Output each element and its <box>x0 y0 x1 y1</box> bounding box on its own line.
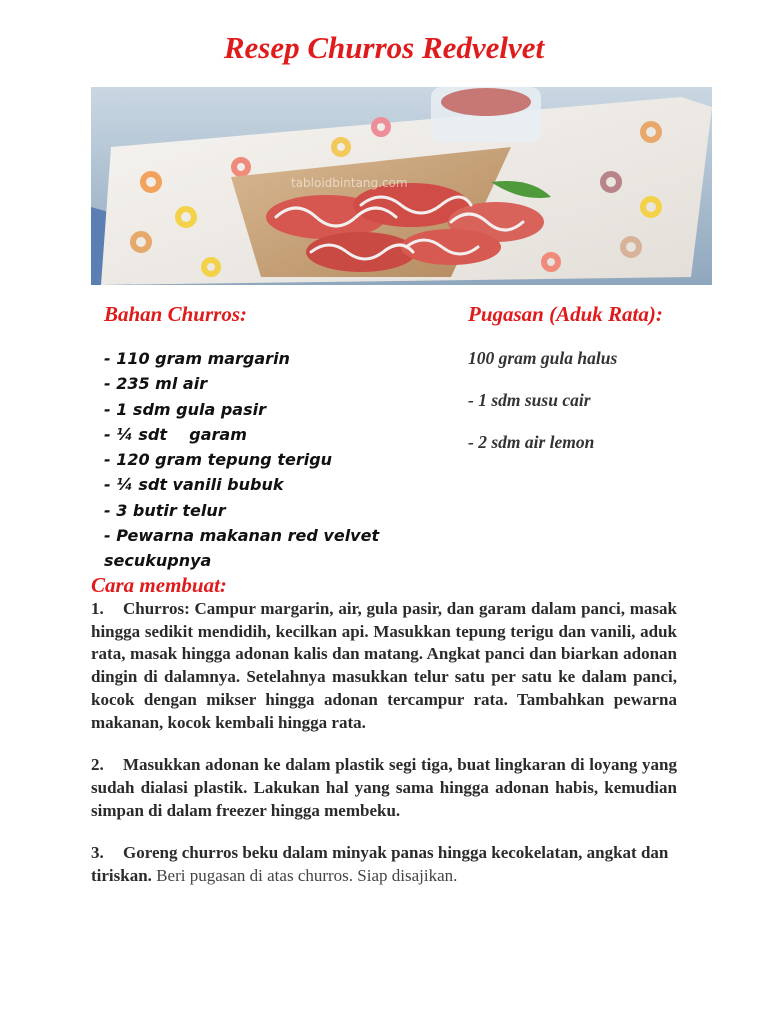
bahan-heading: Bahan Churros: <box>104 302 247 326</box>
churros-illustration <box>91 87 712 285</box>
watermark-text: tabloidbintang.com <box>291 176 408 190</box>
bahan-item: - ¼ sdt garam <box>104 424 247 444</box>
step-text: Goreng churros beku dalam minyak panas hingga kecokelatan, angkat dan tiriskan. <box>91 843 669 886</box>
pugasan-list <box>468 346 728 472</box>
bahan-item: - 235 ml air <box>104 374 208 394</box>
cara-heading: Cara membuat: <box>91 573 227 597</box>
bahan-item: - Pewarna makanan red velvet <box>104 526 380 546</box>
bahan-item: - 1 sdm gula pasir <box>104 399 266 419</box>
bahan-item: - 120 gram tepung terigu <box>104 450 333 470</box>
step-number: 3. <box>91 843 104 863</box>
step-text: Churros: Campur margarin, air, gula pasir, dan garam dalam panci, masak hingga sedikit mendidih, kecilkan api. Masukkan tepung terigu dan vanili, aduk rata, masak hingga adonan kalis dan matang. Angkat panci dan biarkan adonan dingin di dalamnya. Setelahnya masukkan telur satu per satu ke dalam panci, kocok dengan mikser hingga adonan tercampur rata. Tambahkan pewarna makanan, kocok kembali hingga rata. <box>91 599 677 732</box>
page-title: Resep Churros Redvelvet <box>223 30 545 65</box>
bahan-item: - 110 gram margarin <box>104 349 290 368</box>
bahan-item: secukupnya <box>104 551 212 571</box>
churros-photo <box>91 87 712 285</box>
pugasan-item: 100 gram gula halus <box>468 348 618 368</box>
step-text-plain: Beri pugasan di atas churros. Siap disajikan. <box>151 866 458 886</box>
pugasan-item: - 2 sdm air lemon <box>468 432 595 452</box>
step-text: Masukkan adonan ke dalam plastik segi tiga, buat lingkaran di loyang yang sudah dialasi plastik. Lakukan hal yang sama hingga adonan habis, kemudian simpan di dalam freezer hingga membeku. <box>91 755 677 820</box>
step-item <box>91 842 677 887</box>
bahan-item: - ¼ sdt vanili bubuk <box>104 475 284 495</box>
step-number: 2. <box>91 755 104 775</box>
step-item <box>91 754 677 822</box>
step-item <box>91 598 677 734</box>
bahan-list <box>104 346 424 574</box>
step-number: 1. <box>91 599 104 618</box>
pugasan-item: - 1 sdm susu cair <box>468 390 591 410</box>
pugasan-heading: Pugasan (Aduk Rata): <box>468 302 663 326</box>
bahan-item: - 3 butir telur <box>104 500 226 520</box>
steps-list <box>91 598 677 908</box>
